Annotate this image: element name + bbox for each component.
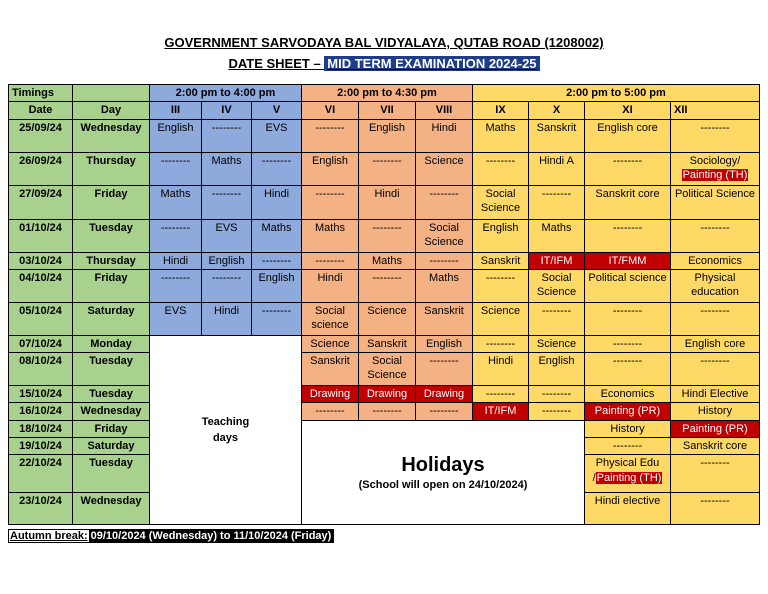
cell-c3: Maths [150,185,202,219]
cell-c11 [585,455,671,493]
col-class-7: VII [359,102,416,119]
row-day: Tuesday [73,386,150,403]
cell-c4: -------- [202,119,252,152]
col-class-10: X [529,102,585,119]
table-row [9,252,760,269]
cell-c12: Political Science [671,185,760,219]
cell-c4: -------- [202,185,252,219]
row-date: 27/09/24 [9,185,73,219]
autumn-break-label: Autumn break: [10,530,88,542]
row-day: Saturday [73,302,150,335]
table-row [9,152,760,185]
cell-c10: Maths [529,219,585,252]
cell-c11: -------- [585,353,671,386]
cell-c11: IT/FMM [585,252,671,269]
cell-c3: -------- [150,152,202,185]
holidays-block [302,420,585,525]
cell-c9: -------- [473,269,529,302]
school-title: GOVERNMENT SARVODAYA BAL VIDYALAYA, QUTAB ROAD (1208002) [164,35,604,50]
cell-c9: -------- [473,152,529,185]
autumn-break-text: 09/10/2024 (Wednesday) to 11/10/2024 (Friday) [90,530,332,542]
cell-c7: Social Science [359,353,416,386]
cell-c8: -------- [416,403,473,420]
table-row [9,353,760,386]
row-date: 18/10/24 [9,420,73,437]
cell-c11: -------- [585,219,671,252]
row-date: 01/10/24 [9,219,73,252]
row-day: Saturday [73,438,150,455]
cell-c8: Hindi [416,119,473,152]
cell-c3: -------- [150,219,202,252]
cell-c6: -------- [302,119,359,152]
column-header-row [9,102,760,119]
timings-row [9,85,760,102]
cell-c7: Hindi [359,185,416,219]
cell-c9: Hindi [473,353,529,386]
cell-c6: Social science [302,302,359,335]
col-class-4: IV [202,102,252,119]
cell-c5: -------- [252,152,302,185]
timings-label: Timings [9,85,73,102]
cell-c9: -------- [473,386,529,403]
cell-c12: -------- [671,302,760,335]
table-row [9,335,760,352]
timing-slot-2: 2:00 pm to 4:30 pm [302,85,473,102]
col-day: Day [73,102,150,119]
cell-c6: Sanskrit [302,353,359,386]
cell-c11: Sanskrit core [585,185,671,219]
cell-c11-b: / [592,471,596,484]
holidays-note: (School will open on 24/10/2024) [358,479,528,492]
row-day: Tuesday [73,219,150,252]
cell-c9: Sanskrit [473,252,529,269]
row-day: Friday [73,420,150,437]
sheet-title-highlight: MID TERM EXAMINATION 2024-25 [324,56,539,71]
table-row [9,269,760,302]
col-class-3: III [150,102,202,119]
row-day: Wednesday [73,119,150,152]
row-date: 23/10/24 [9,493,73,525]
row-day: Tuesday [73,455,150,493]
cell-c8: Drawing [416,386,473,403]
timing-slot-1: 2:00 pm to 4:00 pm [150,85,302,102]
cell-c11: Economics [585,386,671,403]
cell-c6: -------- [302,185,359,219]
cell-c9: English [473,219,529,252]
cell-c10: -------- [529,386,585,403]
cell-c12-b: Painting (TH) [682,168,748,181]
holidays-title: Holidays [401,454,485,477]
row-date: 03/10/24 [9,252,73,269]
cell-c10: Hindi A [529,152,585,185]
table-row [9,386,760,403]
cell-c11: -------- [585,335,671,352]
cell-c12: -------- [671,119,760,152]
date-sheet-table [8,84,760,525]
col-class-8: VIII [416,102,473,119]
cell-c6: -------- [302,252,359,269]
row-day: Tuesday [73,353,150,386]
cell-c4: Hindi [202,302,252,335]
cell-c12: Painting (PR) [671,420,760,437]
col-class-6: VI [302,102,359,119]
cell-c12: Sanskrit core [671,438,760,455]
cell-c5: Hindi [252,185,302,219]
cell-c6: -------- [302,403,359,420]
cell-c10: Sanskrit [529,119,585,152]
timing-slot-3: 2:00 pm to 5:00 pm [473,85,760,102]
timings-blank [73,85,150,102]
cell-c10: IT/IFM [529,252,585,269]
cell-c11: -------- [585,438,671,455]
row-date: 04/10/24 [9,269,73,302]
cell-c7: -------- [359,152,416,185]
cell-c12: History [671,403,760,420]
col-class-11: XI [585,102,671,119]
cell-c7: -------- [359,403,416,420]
cell-c10: Social Science [529,269,585,302]
cell-c11: History [585,420,671,437]
cell-c10: -------- [529,403,585,420]
cell-c4: English [202,252,252,269]
cell-c5: EVS [252,119,302,152]
col-class-9: IX [473,102,529,119]
cell-c11-a: Physical Edu [595,457,660,470]
table-row [9,403,760,420]
cell-c12: -------- [671,493,760,525]
cell-c8: Sanskrit [416,302,473,335]
cell-c12-a: Sociology/ [689,154,741,167]
cell-c3: English [150,119,202,152]
table-row [9,420,760,437]
cell-c11: -------- [585,302,671,335]
row-day: Wednesday [73,403,150,420]
cell-c7: Sanskrit [359,335,416,352]
cell-c7: English [359,119,416,152]
row-day: Wednesday [73,493,150,525]
cell-c11: Painting (PR) [585,403,671,420]
cell-c3: -------- [150,269,202,302]
cell-c8: English [416,335,473,352]
autumn-break-note [8,529,334,543]
cell-c10: Science [529,335,585,352]
cell-c12: Economics [671,252,760,269]
sheet-title-prefix: DATE SHEET – [228,56,325,71]
cell-c4: Maths [202,152,252,185]
row-day: Thursday [73,252,150,269]
cell-c12: -------- [671,219,760,252]
teaching-days-line2: days [212,432,239,445]
cell-c5: Maths [252,219,302,252]
cell-c12: -------- [671,455,760,493]
row-date: 19/10/24 [9,438,73,455]
row-date: 08/10/24 [9,353,73,386]
cell-c8: -------- [416,353,473,386]
col-class-12: XII [671,102,760,119]
cell-c6: Hindi [302,269,359,302]
teaching-days-block [150,335,302,524]
cell-c5: -------- [252,252,302,269]
cell-c6: Maths [302,219,359,252]
table-row [9,185,760,219]
table-row [9,219,760,252]
cell-c10: -------- [529,302,585,335]
cell-c12: -------- [671,353,760,386]
cell-c11: Hindi elective [585,493,671,525]
cell-c11: -------- [585,152,671,185]
col-date: Date [9,102,73,119]
cell-c5: English [252,269,302,302]
cell-c8: -------- [416,252,473,269]
row-date: 25/09/24 [9,119,73,152]
cell-c8: Social Science [416,219,473,252]
row-date: 26/09/24 [9,152,73,185]
cell-c9: Social Science [473,185,529,219]
row-date: 07/10/24 [9,335,73,352]
cell-c4: EVS [202,219,252,252]
cell-c8: Science [416,152,473,185]
cell-c8: Maths [416,269,473,302]
cell-c6: Science [302,335,359,352]
cell-c9: Maths [473,119,529,152]
row-day: Thursday [73,152,150,185]
cell-c4: -------- [202,269,252,302]
cell-c7: Drawing [359,386,416,403]
cell-c11-c: Painting (TH) [596,471,662,484]
cell-c7: -------- [359,269,416,302]
row-date: 15/10/24 [9,386,73,403]
row-date: 05/10/24 [9,302,73,335]
cell-c8: -------- [416,185,473,219]
cell-c7: Maths [359,252,416,269]
cell-c3: EVS [150,302,202,335]
cell-c12: Hindi Elective [671,386,760,403]
cell-c5: -------- [252,302,302,335]
table-row [9,119,760,152]
cell-c7: Science [359,302,416,335]
cell-c11: Political science [585,269,671,302]
col-class-5: V [252,102,302,119]
cell-c12: Physical education [671,269,760,302]
cell-c10: English [529,353,585,386]
cell-c9: IT/IFM [473,403,529,420]
cell-c10: -------- [529,185,585,219]
cell-c9: Science [473,302,529,335]
row-date: 16/10/24 [9,403,73,420]
sheet-title [0,56,768,71]
row-day: Monday [73,335,150,352]
cell-c6: English [302,152,359,185]
row-date: 22/10/24 [9,455,73,493]
cell-c7: -------- [359,219,416,252]
cell-c11: English core [585,119,671,152]
teaching-days-line1: Teaching [201,415,250,428]
cell-c12 [671,152,760,185]
cell-c9: -------- [473,335,529,352]
cell-c3: Hindi [150,252,202,269]
cell-c12: English core [671,335,760,352]
table-row [9,302,760,335]
row-day: Friday [73,269,150,302]
row-day: Friday [73,185,150,219]
cell-c6: Drawing [302,386,359,403]
